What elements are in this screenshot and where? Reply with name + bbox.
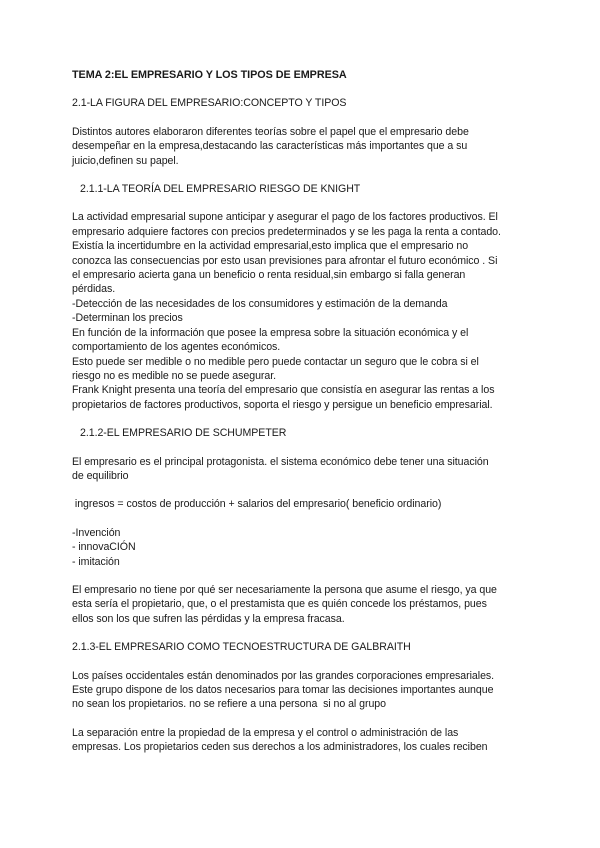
text-line: el empresario acierta gana un beneficio o renta residual,sin embargo si falla generan (72, 269, 466, 282)
text-line: desempeñar en la empresa,destacando las características más importantes que a su (72, 140, 468, 153)
text-line: Los países occidentales están denominados por las grandes corporaciones empresariales. (72, 669, 495, 682)
section-2-1-3-paragraph-1 (72, 669, 530, 712)
text-line: ellos son los que sufren las pérdidas y la empresa fracasa. (72, 612, 345, 625)
document-body (72, 68, 530, 755)
text-line: esta sería el propietario, que, o el prestamista que es quién concede los préstamos, pues (72, 598, 487, 611)
section-2-1-3-heading: 2.1.3-EL EMPRESARIO COMO TECNOESTRUCTURA DE GALBRAITH (72, 641, 411, 654)
text-line: comportamiento de los agentes económicos. (72, 341, 281, 354)
list-item: -Determinan los precios (72, 312, 183, 325)
text-line: no sean los propietarios. no se refiere a una persona si no al grupo (72, 698, 386, 711)
section-2-1-2-heading: 2.1.2-EL EMPRESARIO DE SCHUMPETER (80, 427, 287, 440)
text-line: Distintos autores elaboraron diferentes teorías sobre el papel que el empresario debe (72, 125, 469, 138)
section-2-1-intro (72, 125, 530, 168)
text-line: La actividad empresarial supone anticipar y asegurar el pago de los factores productivos. El (72, 211, 498, 224)
text-line: En función de la información que posee la empresa sobre la situación económica y el (72, 326, 469, 339)
text-line: empresario adquiere factores con precios predeterminados y se les paga la renta a contado. (72, 225, 501, 238)
text-line: Existía la incertidumbre en la actividad empresarial,esto implica que el empresario no (72, 240, 469, 253)
document-title: TEMA 2:EL EMPRESARIO Y LOS TIPOS DE EMPRESA (72, 69, 347, 81)
text-line: riesgo no es medible no se puede asegurar. (72, 369, 277, 382)
text-line: Frank Knight presenta una teoría del empresario que consistía en asegurar las rentas a los (72, 384, 495, 397)
section-2-1-2-closing (72, 583, 530, 626)
text-line: El empresario es el principal protagonista. el sistema económico debe tener una situación (72, 455, 489, 468)
list-item: - innovaCIÓN (72, 541, 136, 554)
text-line: juicio,definen su papel. (72, 154, 179, 167)
text-line: de equilibrio (72, 469, 129, 482)
list-item: -Detección de las necesidades de los consumidores y estimación de la demanda (72, 297, 448, 310)
text-line: pérdidas. (72, 283, 116, 296)
text-line: empresas. Los propietarios ceden sus derechos a los administradores, los cuales reciben (72, 741, 488, 754)
text-line: Este grupo dispone de los datos necesarios para tomar las decisiones importantes aunque (72, 684, 494, 696)
section-2-1-1-body (72, 210, 530, 412)
list-item: -Invención (72, 526, 121, 539)
innovation-list (72, 526, 530, 569)
text-line: La separación entre la propiedad de la empresa y el control o administración de las (72, 726, 459, 739)
text-line: propietarios de factores productivos, soporta el riesgo y persigue un beneficio empresarial. (72, 398, 493, 411)
formula-line: ingresos = costos de producción + salarios del empresario( beneficio ordinario) (72, 498, 442, 511)
section-2-1-1-heading: 2.1.1-LA TEORÍA DEL EMPRESARIO RIESGO DE KNIGHT (80, 183, 361, 196)
text-line: El empresario no tiene por qué ser necesariamente la persona que asume el riesgo, ya que (72, 583, 497, 596)
section-2-1-heading: 2.1-LA FIGURA DEL EMPRESARIO:CONCEPTO Y TIPOS (72, 97, 347, 110)
text-line: Esto puede ser medible o no medible pero puede contactar un seguro que le cobra si el (72, 355, 479, 368)
section-2-1-2-intro (72, 455, 530, 484)
text-line: conozca las consecuencias por esto usan previsiones para afrontar el futuro económico . Si (72, 254, 498, 267)
section-2-1-3-paragraph-2 (72, 726, 530, 755)
list-item: - imitación (72, 555, 120, 568)
